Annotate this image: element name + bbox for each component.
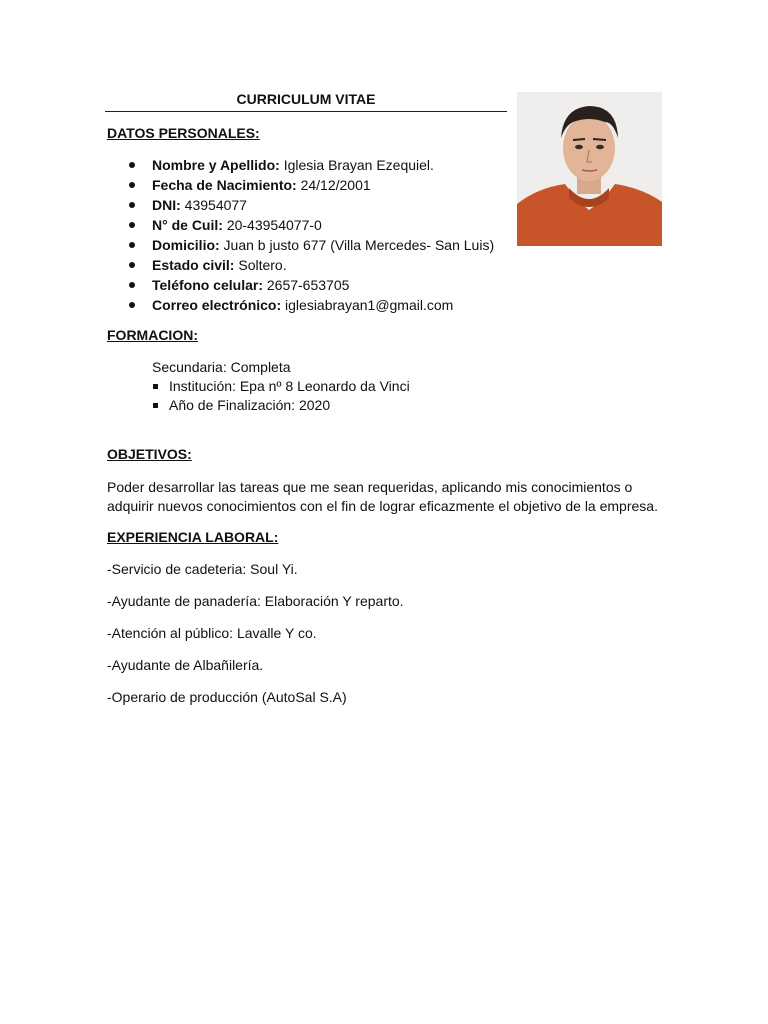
list-item — [107, 195, 494, 215]
personal-data-heading: DATOS PERSONALES: — [107, 125, 260, 141]
list-item — [107, 215, 494, 235]
experience-item: -Ayudante de panadería: Elaboración Y reparto. — [107, 593, 404, 609]
list-item — [107, 255, 494, 275]
field-label: Fecha de Nacimiento: — [152, 177, 297, 193]
title-underline — [105, 111, 507, 112]
list-item — [107, 275, 494, 295]
portrait-icon — [517, 92, 662, 246]
list-item — [107, 295, 494, 315]
education-heading: FORMACION: — [107, 327, 198, 343]
experience-item: -Operario de producción (AutoSal S.A) — [107, 689, 347, 705]
field-label: Teléfono celular: — [152, 277, 263, 293]
field-label: DNI: — [152, 197, 181, 213]
bullet-icon — [129, 262, 135, 268]
experience-heading: EXPERIENCIA LABORAL: — [107, 529, 279, 545]
education-level: Secundaria: Completa — [152, 359, 291, 375]
objectives-line: Poder desarrollar las tareas que me sean requeridas, aplicando mis conocimientos o — [107, 479, 633, 495]
field-value: Iglesia Brayan Ezequiel. — [279, 157, 434, 173]
experience-item: -Ayudante de Albañilería. — [107, 657, 264, 673]
detail-text: Institución: Epa nº 8 Leonardo da Vinci — [169, 378, 410, 394]
field-label: Nombre y Apellido: — [152, 157, 280, 173]
bullet-icon — [129, 182, 135, 188]
field-value: iglesiabrayan1@gmail.com — [281, 297, 454, 313]
field-value: Soltero. — [234, 257, 287, 273]
document-title: CURRICULUM VITAE — [236, 91, 376, 107]
field-value: 20-43954077-0 — [222, 217, 322, 233]
objectives-line: adquirir nuevos conocimientos con el fin de lograr eficazmente el objetivo de la empresa. — [107, 498, 658, 514]
bullet-icon — [129, 202, 135, 208]
objectives-text — [107, 478, 667, 516]
list-item — [107, 235, 494, 255]
square-bullet-icon — [153, 403, 158, 408]
profile-photo — [517, 92, 662, 246]
field-label: Estado civil: — [152, 257, 235, 273]
field-label: Domicilio: — [152, 237, 220, 253]
list-item — [152, 396, 410, 415]
bullet-icon — [129, 302, 135, 308]
experience-item: -Servicio de cadeteria: Soul Yi. — [107, 561, 298, 577]
field-label: N° de Cuil: — [152, 217, 223, 233]
detail-text: Año de Finalización: 2020 — [169, 397, 331, 413]
bullet-icon — [129, 282, 135, 288]
field-label: Correo electrónico: — [152, 297, 282, 313]
field-value: 43954077 — [180, 197, 247, 213]
field-value: Juan b justo 677 (Villa Mercedes- San Luis) — [219, 237, 495, 253]
field-value: 24/12/2001 — [296, 177, 371, 193]
personal-data-list — [107, 155, 494, 315]
bullet-icon — [129, 222, 135, 228]
list-item — [107, 155, 494, 175]
bullet-icon — [129, 162, 135, 168]
education-details — [152, 377, 410, 415]
objectives-heading: OBJETIVOS: — [107, 446, 192, 462]
list-item — [152, 377, 410, 396]
education-block — [152, 358, 410, 415]
list-item — [107, 175, 494, 195]
bullet-icon — [129, 242, 135, 248]
experience-item: -Atención al público: Lavalle Y co. — [107, 625, 317, 641]
square-bullet-icon — [153, 384, 158, 389]
field-value: 2657-653705 — [262, 277, 350, 293]
